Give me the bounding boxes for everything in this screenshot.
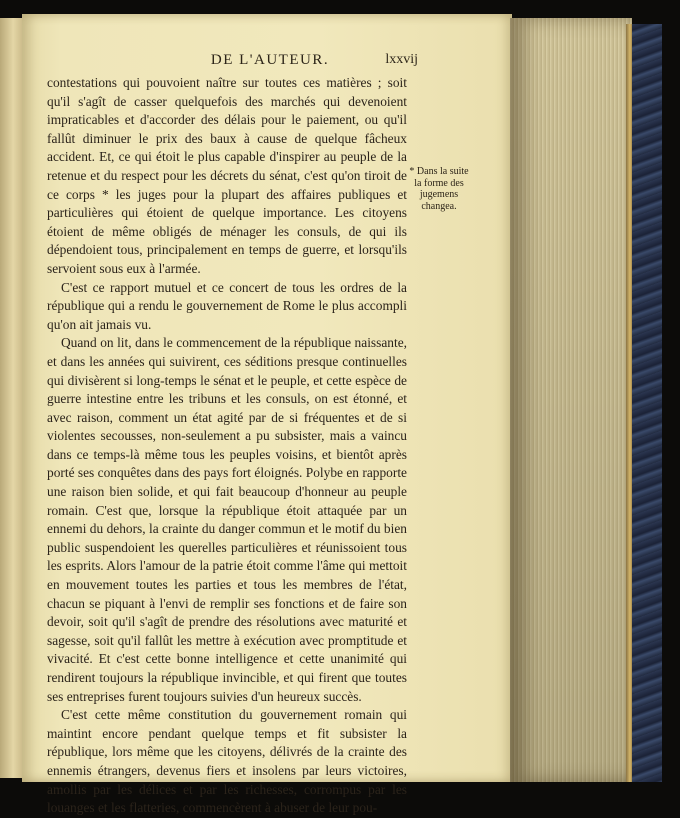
running-title: DE L'AUTEUR. xyxy=(210,52,330,68)
paragraph: Quand on lit, dans le commencement de la république naissante, et dans les années qui suivirent, ces séditions presque continuelles qui divisèrent si long-temps le sénat et le peuple, et cette espèce de guerre intestine entre les tribuns et les consuls, on est étonné, et avec raison, comment un état agité par de si fréquentes et de si violentes secousses, non-seulement a pu subsister, mais a vaincu dans ce temps-là même tous les peuples voisins, et bientôt après porté ses conquêtes dans des pays fort éloignés. Polybe en rapporte une raison bien solide, et qui fait beaucoup d'honneur au peuple romain. C'est que, lorsque la république étoit attaquée par un ennemi du dehors, la crainte du danger commun et le motif du bien public suspendoient les querelles particulières et réunissoient tous les esprits. Alors l'amour de la patrie étoit comme l'âme qui mettoit en mouvement toutes les parties et tous les membres de l'état, chacun se piquant à l'envi de remplir ses fonctions et de faire son devoir, soit qu'il s'agît de prendre des résolutions avec maturité et sagesse, soit qu'il fallût les mettre à exécution avec promptitude et vivacité. Et c'est cette bonne intelligence et cette unanimité qui rendirent toujours la république invincible, et qui firent que toutes ses entreprises furent toujours suivies d'un heureux succès. xyxy=(47,335,407,704)
margin-note: * Dans la suite la forme des jugemens changea. xyxy=(409,166,469,212)
page-number: lxxvij xyxy=(385,52,418,67)
paragraph: C'est ce rapport mutuel et ce concert de tous les ordres de la république qui a rendu le gouvernement de Rome le plus accompli qu'on ait jamais vu. xyxy=(47,279,407,332)
body-text xyxy=(47,74,407,818)
paragraph: C'est cette même constitution du gouvernement romain qui maintint encore pendant quelque temps et fit subsister la république, lors même que les citoyens, délivrés de la crainte des ennemis étrangers, devenus fiers et insolens par leurs victoires, amollis par les délices et par les richesses, corrompus par les louanges et les flatteries, commencèrent à abuser de leur pou- xyxy=(47,707,407,816)
marbled-cover xyxy=(632,24,662,782)
paragraph: contestations qui pouvoient naître sur toutes ces matières ; soit qu'il s'agît de casser quelquefois des marchés qui devenoient impraticables et d'accorder des délais pour le paiement, ou qu'il fallût diminuer le prix des baux à cause de quelque fâcheux accident. Et, ce qui étoit le plus capable d'inspirer au peuple de la retenue et du respect pour les décrets du sénat, c'est qu'on tiroit de ce corps * les juges pour la plupart des affaires publiques et particulières qui étoient de quelque importance. Les citoyens étoient de même obligés de ménager les consuls, de qui ils dépendoient tous, principalement en temps de guerre, et lorsqu'ils servoient sous eux à l'armée. xyxy=(47,75,407,276)
page-block-edges xyxy=(510,18,632,782)
previous-page-sliver xyxy=(0,18,22,778)
